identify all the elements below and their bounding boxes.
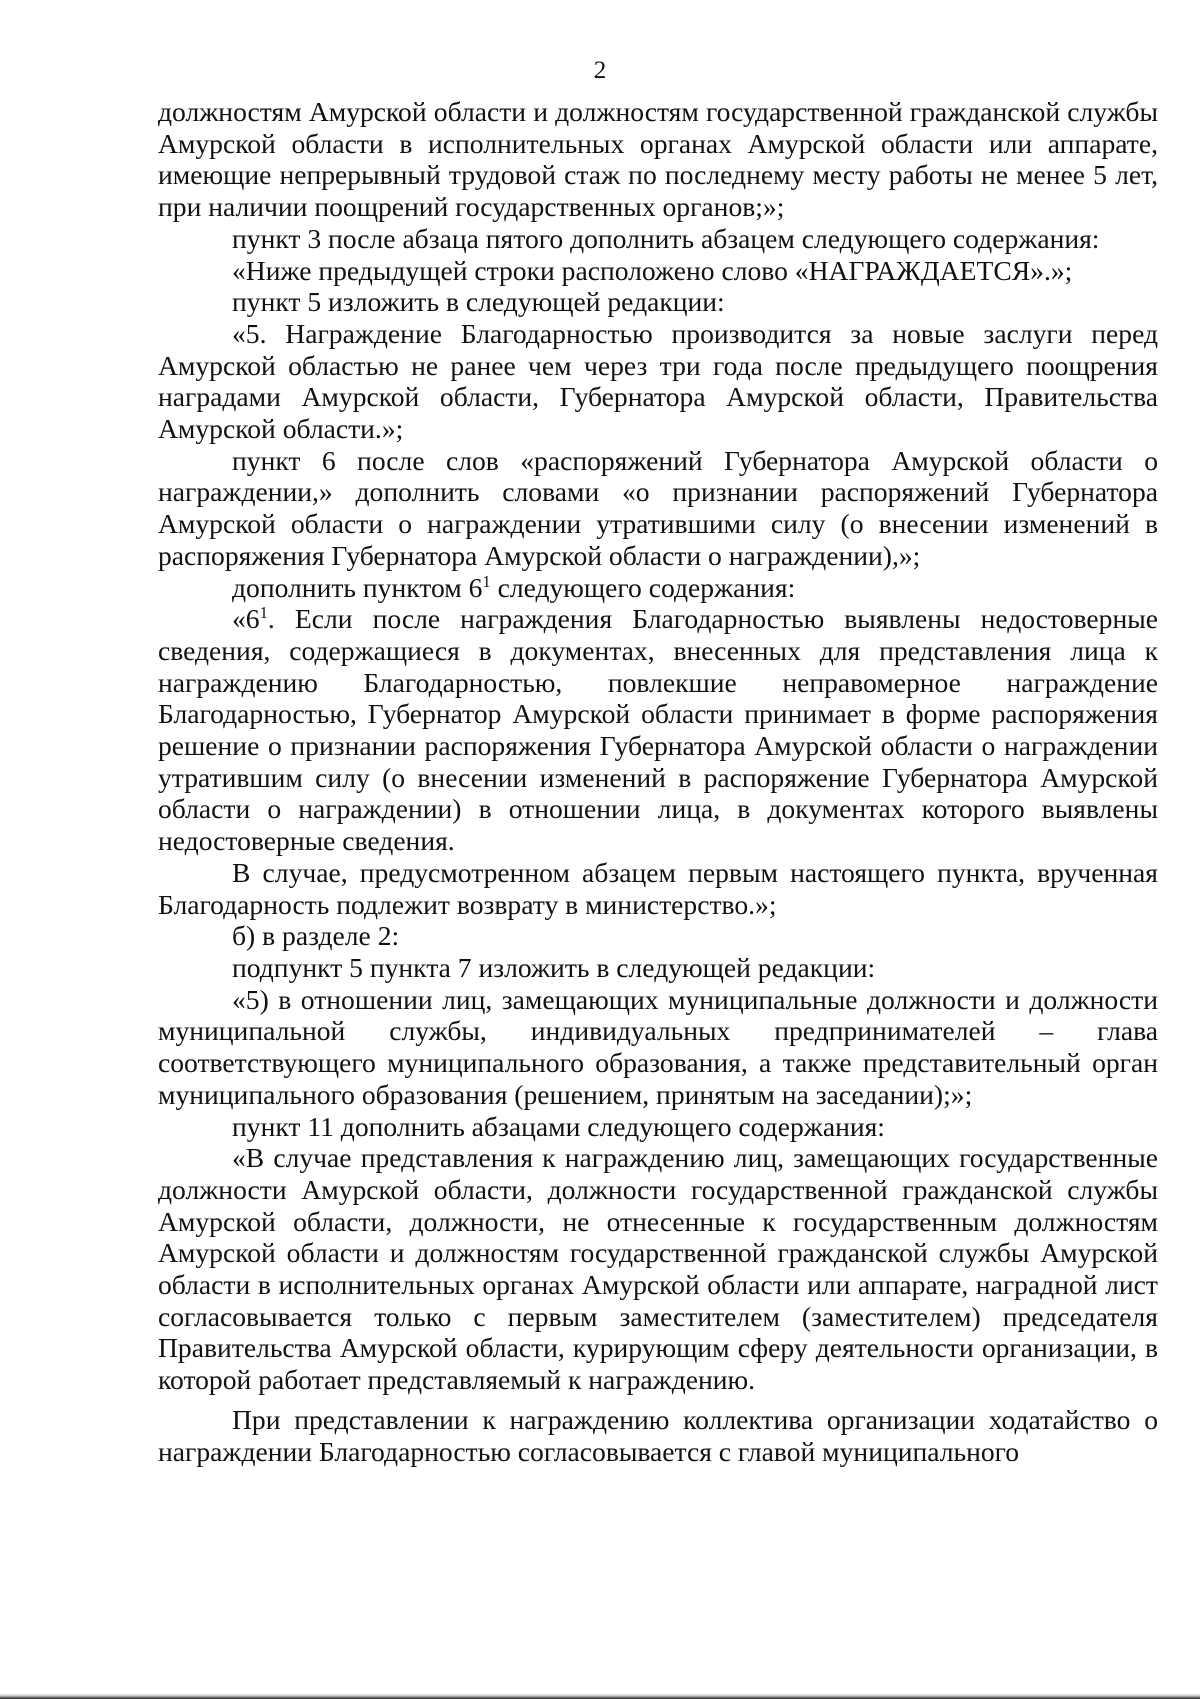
paragraph-item-11-amendment: пункт 11 дополнить абзацами следующего содержания:	[232, 1110, 885, 1142]
paragraph-add-item-6-1	[158, 572, 1158, 604]
text-fragment: дополнить пунктом 6	[232, 571, 483, 603]
page-number: 2	[593, 57, 607, 84]
paragraph-item-6-1-text	[158, 603, 1158, 857]
paragraph-return-clause: В случае, предусмотренном абзацем первым настоящего пункта, врученная Благодарность подлежит возврату в министерство.»;	[158, 856, 1158, 920]
paragraph-quote-nagrazhdaetsya: «Ниже предыдущей строки расположено слово «НАГРАЖДАЕТСЯ».»;	[232, 254, 1073, 286]
paragraph-subitem-5-item-7: подпункт 5 пункта 7 изложить в следующей редакции:	[232, 951, 876, 983]
paragraph-subitem-5-text: «5) в отношении лиц, замещающих муниципальные должности и должности муниципальной службы, индивидуальных предпринимателей – глава соответствующего муниципального образования, а также представительный орган муниципального образования (решением, принятым на заседании);»;	[158, 983, 1158, 1110]
text-fragment: следующего содержания:	[490, 571, 796, 603]
paragraph-collective-award: При представлении к награждению коллектива организации ходатайство о награждении Благодарностью согласовывается с главой муниципального	[158, 1403, 1158, 1467]
paragraph-item-3-amendment: пункт 3 после абзаца пятого дополнить абзацем следующего содержания:	[232, 222, 1100, 254]
paragraph-item-6-amendment: пункт 6 после слов «распоряжений Губернатора Амурской области о награждении,» дополнить словами «о признании распоряжений Губернатора Амурской области о награждении утратившими силу (о внесении изменений в распоряжения Губернатора Амурской области о награждении),»;	[158, 444, 1158, 571]
paragraph-item-5-amendment: пункт 5 изложить в следующей редакции:	[232, 286, 725, 318]
scan-edge	[0, 1693, 1200, 1699]
superscript: 1	[259, 603, 268, 623]
superscript: 1	[482, 571, 491, 591]
paragraph-continuation: должностям Амурской области и должностям государственной гражданской службы Амурской области в исполнительных органах Амурской области или аппарате, имеющие непрерывный трудовой стаж по последнему месту работы не менее 5 лет, при наличии поощрений государственных органов;»;	[158, 96, 1158, 223]
paragraph-item-5-text: «5. Награждение Благодарностью производится за новые заслуги перед Амурской областью не ранее чем через три года после предыдущего поощрения наградами Амурской области, Губернатора Амурской области, Правительства Амурской области.»;	[158, 317, 1158, 445]
text-fragment: «6	[232, 603, 260, 635]
paragraph-section-2: б) в разделе 2:	[232, 920, 400, 952]
text-fragment: . Если после награждения Благодарностью выявлены недостоверные сведения, содержащиеся в документах, внесенных для представления лица к награждению Благодарностью, повлекшие неправомерное награждение Благодарностью, Губернатор Амурской области принимает в форме распоряжения решение о признании распоряжения Губернатора Амурской области о награждении утратившим силу (о внесении изменений в распоряжение Губернатора Амурской области о награждении) в отношении лица, в документах которого выявлены недостоверные сведения.	[158, 603, 1158, 857]
document-body	[158, 96, 1158, 1467]
paragraph-item-11-text: «В случае представления к награждению лиц, замещающих государственные должности Амурской области, должности государственной гражданской службы Амурской области, должности, не отнесенные к государственным должностям Амурской области и должностям государственной гражданской службы Амурской области в исполнительных органах Амурской области или аппарате, наградной лист согласовывается только с первым заместителем (заместителем) председателя Правительства Амурской области, курирующим сферу деятельности организации, в которой работает представляемый к награждению.	[158, 1142, 1158, 1396]
